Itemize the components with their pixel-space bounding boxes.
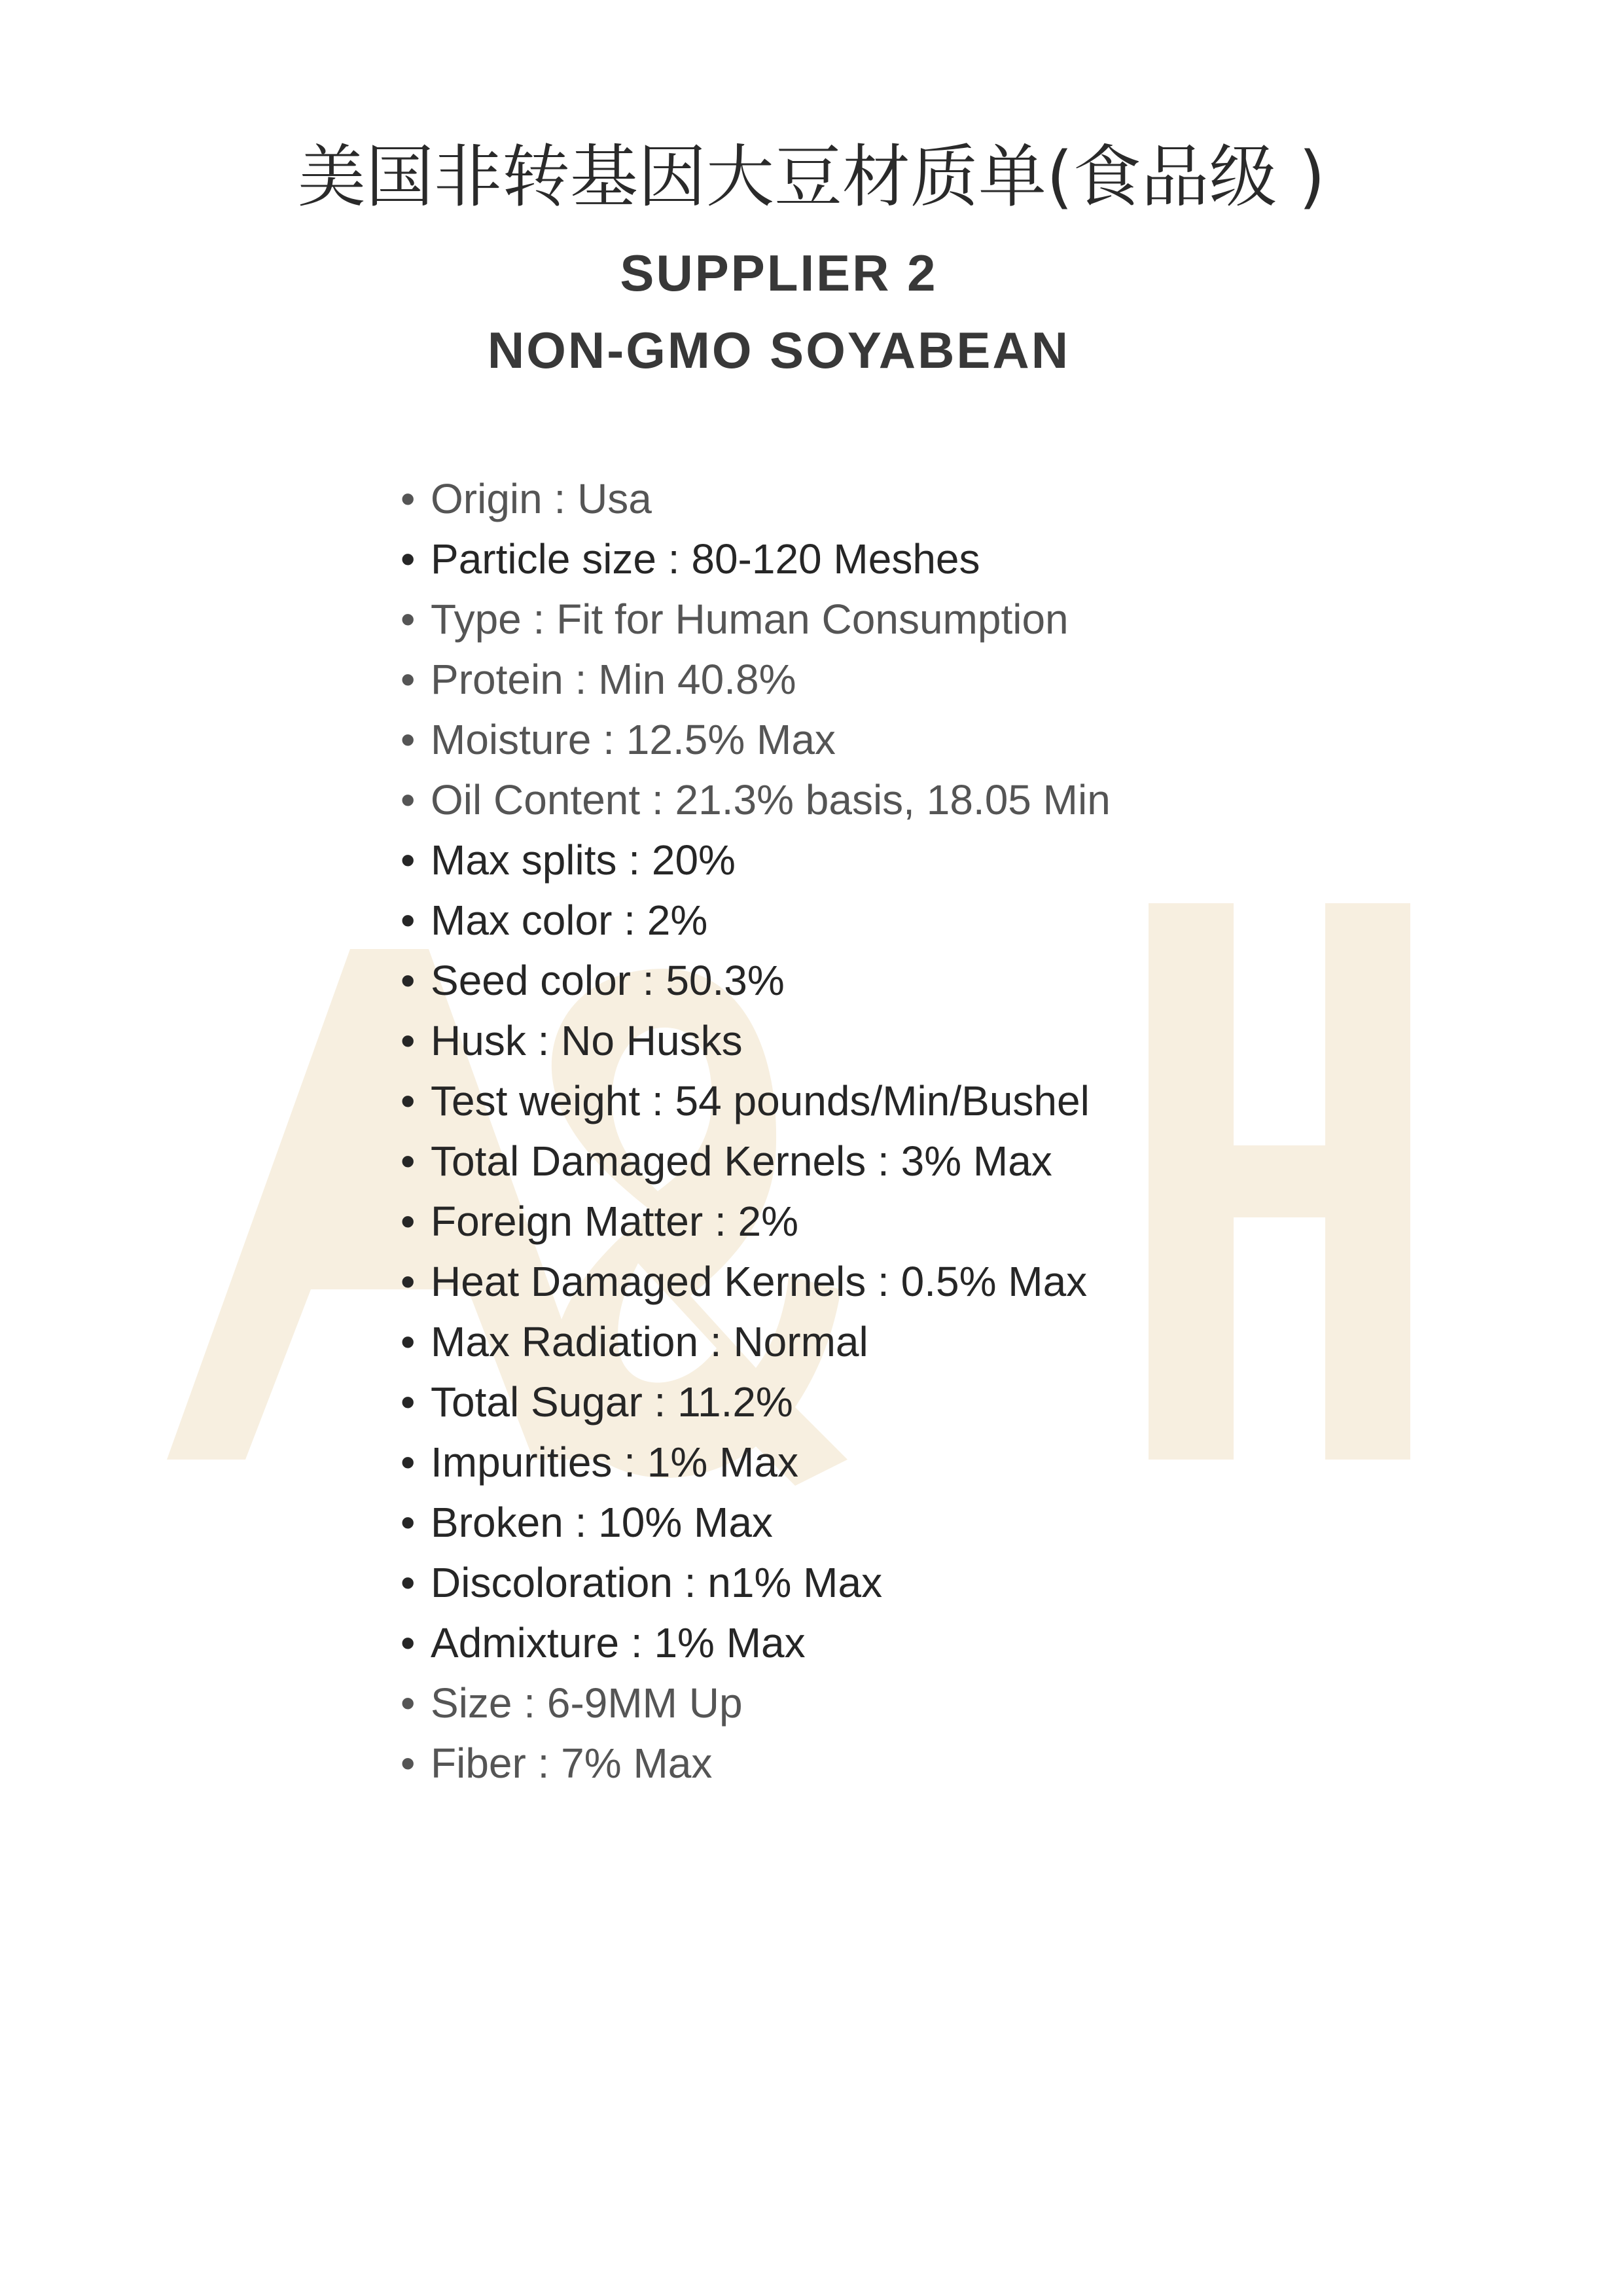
spec-item-admixture: • Admixture : 1% Max — [401, 1619, 806, 1666]
supplier-heading: SUPPLIER 2 — [620, 244, 938, 302]
spec-item-test-weight: • Test weight : 54 pounds/Min/Bushel — [401, 1077, 1090, 1124]
spec-item-discoloration: • Discoloration : n1% Max — [401, 1559, 883, 1606]
specification-list — [401, 469, 1111, 1793]
spec-item-protein: • Protein : Min 40.8% — [401, 656, 796, 703]
spec-item-type: • Type : Fit for Human Consumption — [401, 596, 1069, 643]
spec-item-max-color: • Max color : 2% — [401, 897, 708, 944]
spec-item-particle-size: • Particle size : 80-120 Meshes — [401, 535, 980, 583]
spec-item-origin: • Origin : Usa — [401, 475, 652, 522]
document-title-cn: 美国非转基因大豆材质单(食品级 ) — [297, 137, 1326, 217]
spec-item-heat-damaged-kernels: • Heat Damaged Kernels : 0.5% Max — [401, 1258, 1088, 1305]
spec-item-size: • Size : 6-9MM Up — [401, 1679, 743, 1727]
spec-item-fiber: • Fiber : 7% Max — [401, 1740, 713, 1787]
spec-item-impurities: • Impurities : 1% Max — [401, 1439, 798, 1486]
spec-item-broken: • Broken : 10% Max — [401, 1499, 773, 1546]
spec-item-total-damaged-kernels: • Total Damaged Kernels : 3% Max — [401, 1138, 1052, 1185]
spec-item-seed-color: • Seed color : 50.3% — [401, 957, 785, 1004]
spec-item-husk: • Husk : No Husks — [401, 1017, 743, 1064]
spec-item-max-splits: • Max splits : 20% — [401, 836, 736, 884]
product-heading: NON-GMO SOYABEAN — [487, 321, 1071, 379]
spec-item-total-sugar: • Total Sugar : 11.2% — [401, 1378, 793, 1426]
spec-item-oil-content: • Oil Content : 21.3% basis, 18.05 Min — [401, 776, 1111, 823]
spec-item-foreign-matter: • Foreign Matter : 2% — [401, 1198, 798, 1245]
spec-item-moisture: • Moisture : 12.5% Max — [401, 716, 836, 763]
spec-item-max-radiation: • Max Radiation : Normal — [401, 1318, 868, 1365]
